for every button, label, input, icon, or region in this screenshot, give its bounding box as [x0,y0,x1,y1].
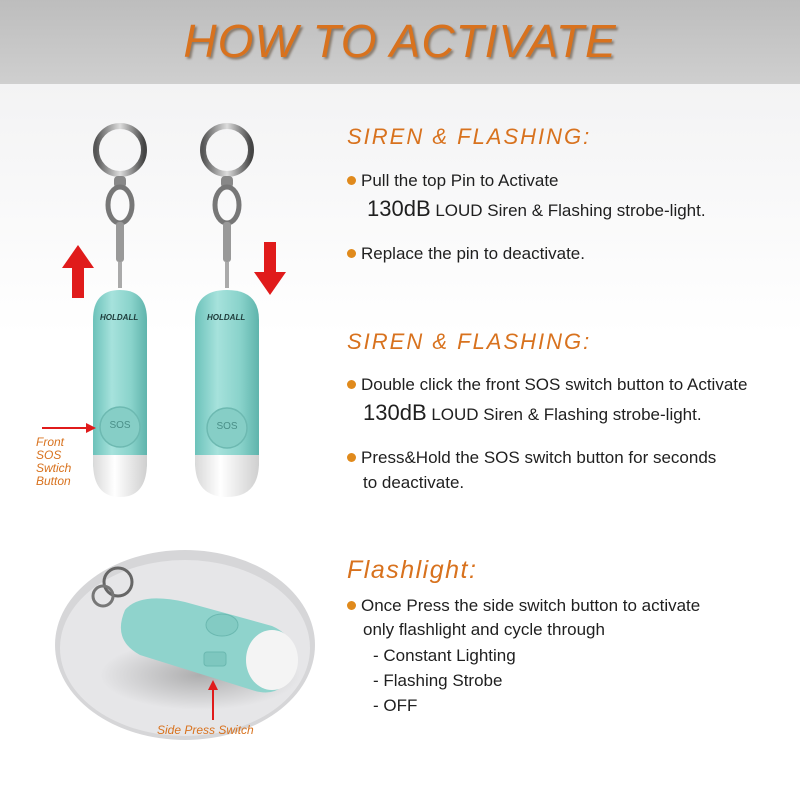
section-1-bullet-1: Pull the top Pin to Activate [347,170,559,192]
section-2-bullet-1: Double click the front SOS switch button to Activate [347,374,747,396]
brand-logo-left: HOLDALL [100,313,139,322]
front-switch-caption: Front SOS Swtich Button [36,435,72,488]
push-down-arrow-icon [254,242,286,295]
section-2-bullet-2-line2: to deactivate. [363,473,465,492]
brand-logo-right: HOLDALL [207,313,246,322]
section-2-title: SIREN & FLASHING: [347,329,592,354]
bullet-dot-icon [347,453,356,462]
mode-item-strobe: - Flashing Strobe [373,671,503,690]
side-switch-photo [55,550,315,740]
section-3-bullet-1: Once Press the side switch button to activate [347,595,700,617]
bullet-dot-icon [347,601,356,610]
sos-button-right: SOS [216,421,238,432]
section-3-title: Flashlight: [347,556,478,584]
device-left [93,126,147,497]
page-title: HOW TO ACTIVATE [183,15,617,67]
section-2-bullet-2: Press&Hold the SOS switch button for seconds [347,447,716,469]
section-2-bullet-1-line2: 130dB LOUD Siren & Flashing strobe-light. [363,400,702,425]
side-switch-caption: Side Press Switch [157,723,254,737]
mode-item-constant: - Constant Lighting [373,646,516,665]
device-right [195,126,259,497]
front-pointer-arrow-icon [42,423,96,433]
section-3-bullet-1-line2: only flashlight and cycle through [363,620,605,639]
sos-button-left: SOS [109,420,131,431]
section-1-bullet-2: Replace the pin to deactivate. [347,243,585,265]
section-1-bullet-1-line2: 130dB LOUD Siren & Flashing strobe-light. [367,196,706,221]
bullet-dot-icon [347,380,356,389]
bullet-dot-icon [347,249,356,258]
bullet-dot-icon [347,176,356,185]
pull-up-arrow-icon [62,245,94,298]
mode-item-off: - OFF [373,696,418,715]
section-1-title: SIREN & FLASHING: [347,124,592,149]
